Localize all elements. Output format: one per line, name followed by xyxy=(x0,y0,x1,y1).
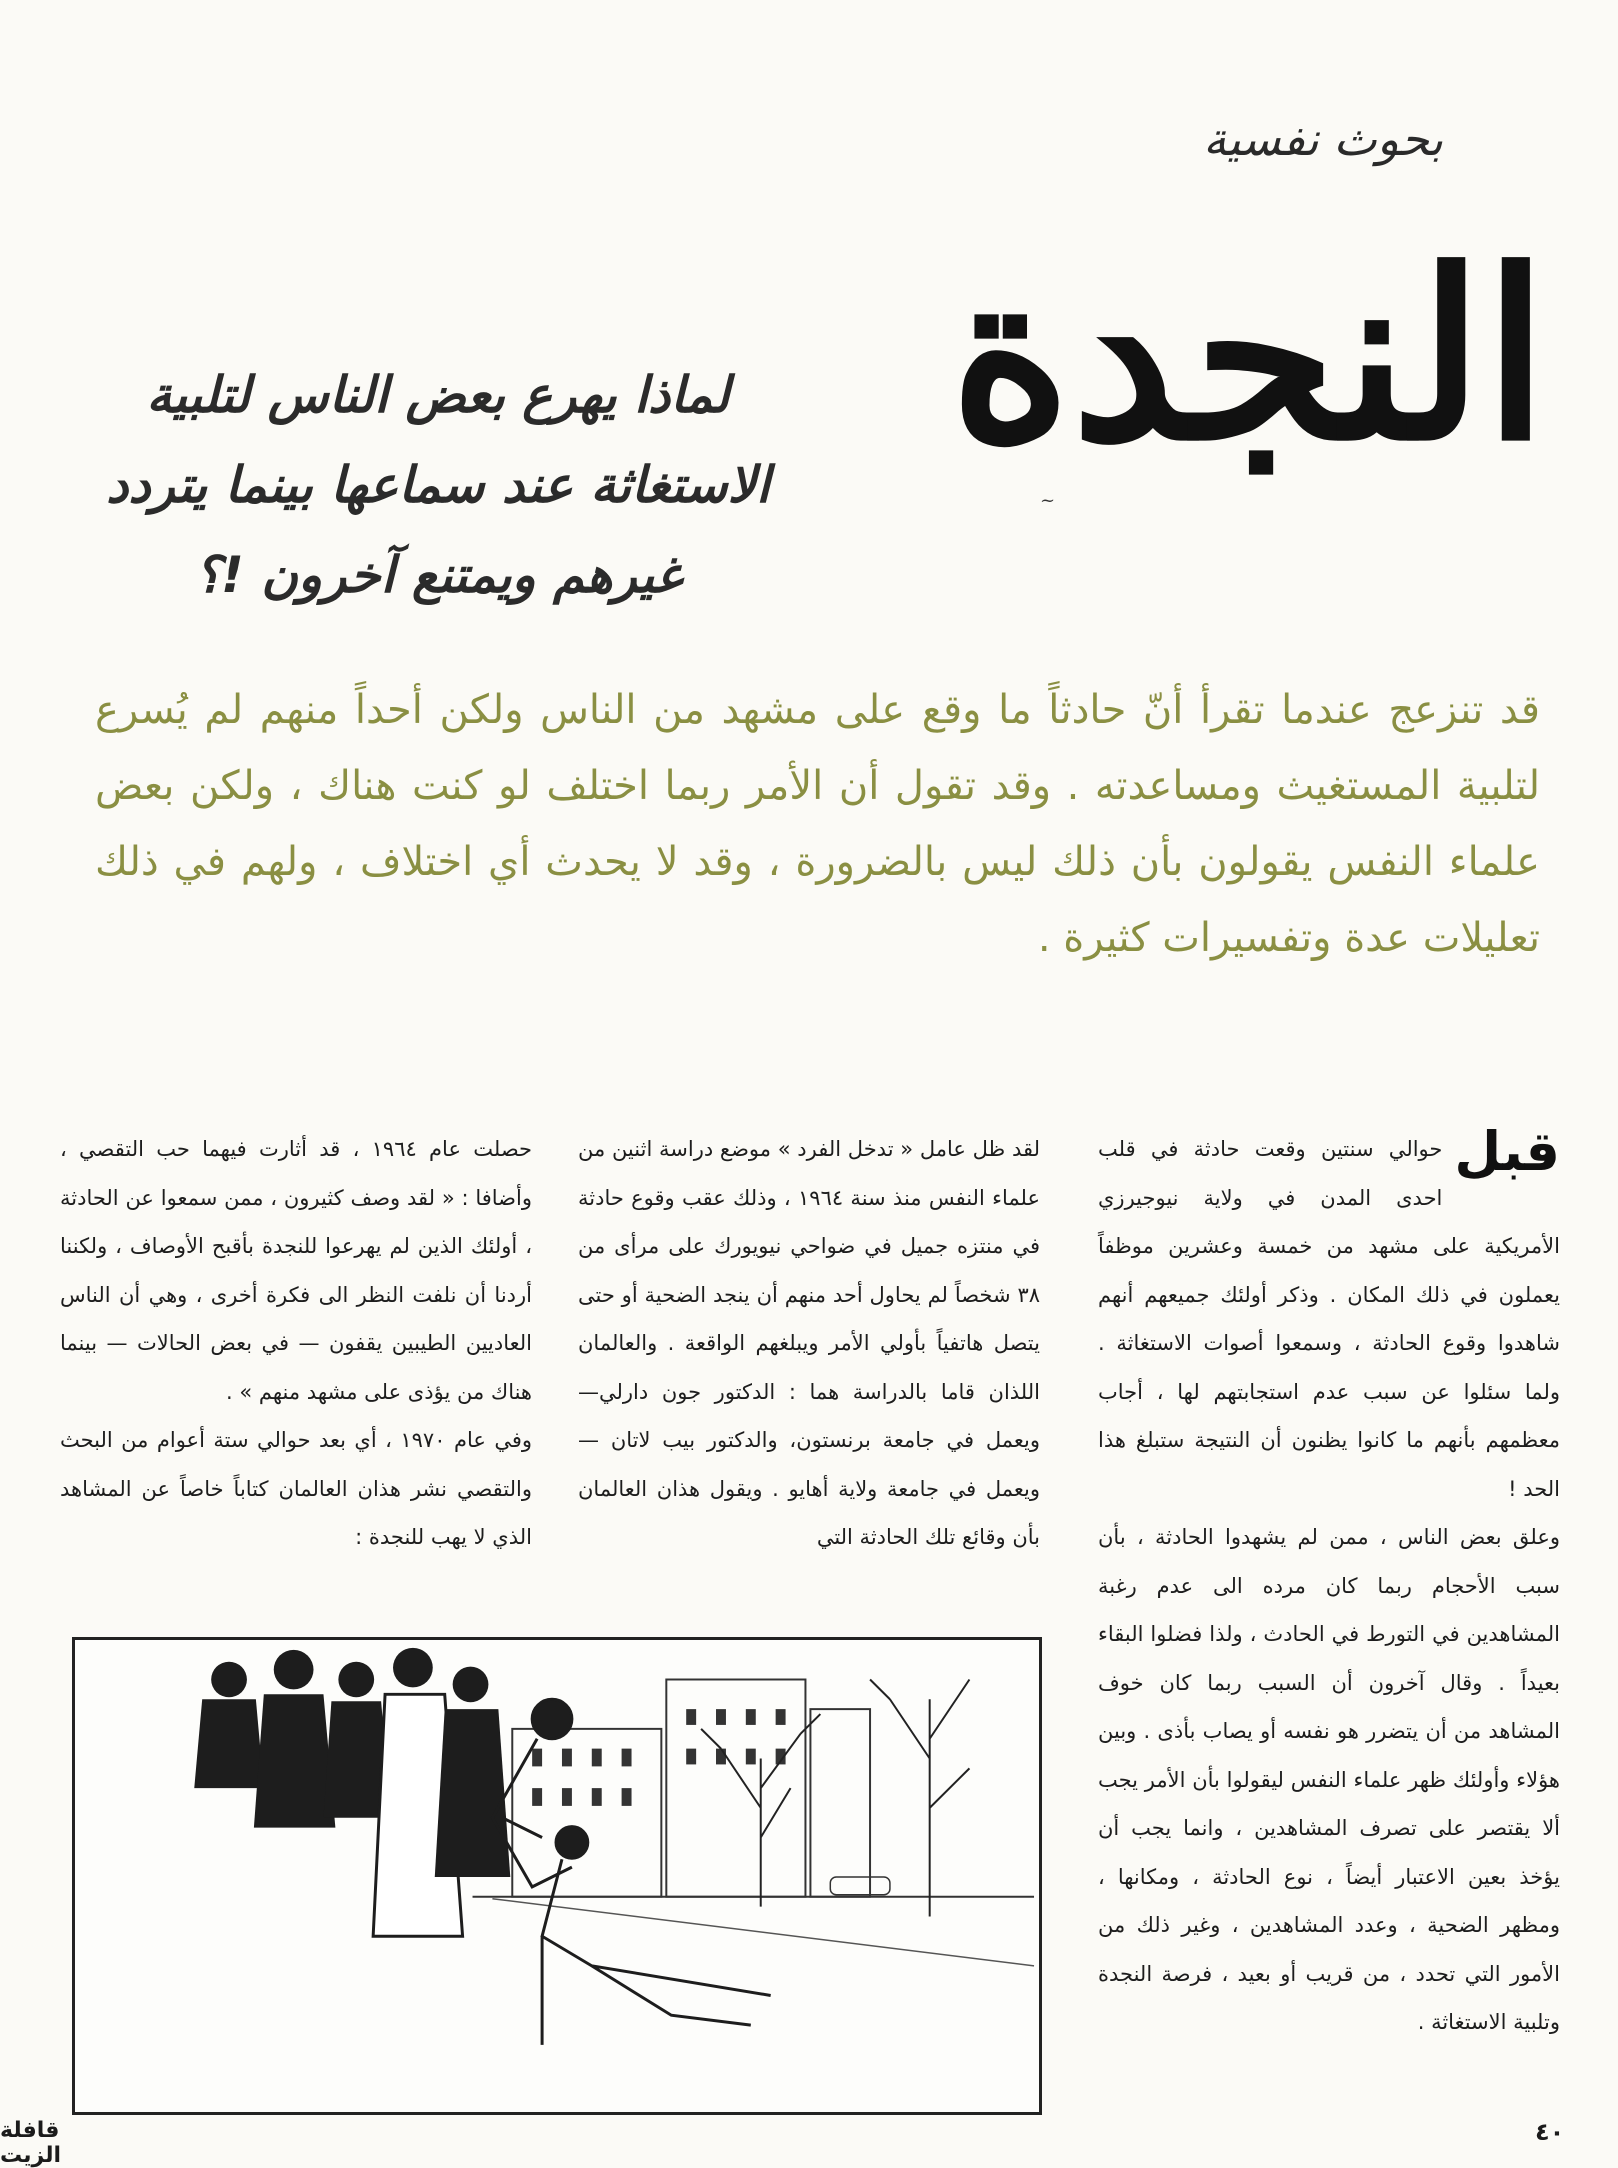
paragraph: حصلت عام ١٩٦٤ ، قد أثارت فيهما حب التقصي ، وأضافا : « لقد وصف كثيرون ، ممن سمعوا عن الحادثة ، أولئك الذين لم يهرعوا للنجدة بأقبح الأوصاف ، ولكننا أردنا أن نلفت النظر الى فكرة أخرى ، وهي أن الناس العاديين الطيبين يقفون — في بعض الحالات — بينما هناك من يؤذى على مشهد منهم » . xyxy=(60,1137,533,1404)
article-title: النجدة xyxy=(949,219,1548,492)
dropcap-word: قبل xyxy=(1454,1120,1560,1183)
text-column-right xyxy=(1098,1120,1560,2135)
calligrapher-signature-mark: ~ xyxy=(1040,490,1056,511)
section-label: بحوث نفسية xyxy=(1203,112,1443,166)
text-column-left xyxy=(60,1125,532,1630)
bystander-crowd xyxy=(194,1648,510,1936)
magazine-name: قافلة الزيت xyxy=(0,2118,62,2168)
bare-tree xyxy=(701,1679,969,1916)
building xyxy=(810,1709,870,1897)
paragraph: وفي عام ١٩٧٠ ، أي بعد حوالي ستة أعوام من البحث والتقصي نشر هذان العالمان كتاباً خاصاً عن المشاهد الذي لا يهب للنجدة : xyxy=(60,1428,532,1549)
intro-paragraph: قد تنزعج عندما تقرأ أنّ حادثاً ما وقع على مشهد من الناس ولكن أحداً منهم لم يُسرع لتلبية المستغيث ومساعدته . وقد تقول أن الأمر ربما اختلف لو كنت هناك ، ولكن بعض علماء النفس يقولون بأن ذلك ليس بالضرورة ، وقد لا يحدث أي اختلاف ، ولهم في ذلك تعليلات عدة وتفسيرات كثيرة . xyxy=(95,687,1540,961)
paragraph: حوالي سنتين وقعت حادثة في قلب احدى المدن في ولاية نيوجيرزي الأمريكية على مشهد من خمسة وعشرين موظفاً يعملون في ذلك المكان . وذكر أولئك جميعهم أنهم شاهدوا وقوع الحادثة ، وسمعوا أصوات الاستغاثة . ولما سئلوا عن سبب عدم استجابتهم لها ، أجاب معظمهم بأنهم ما كانوا يظنون أن النتيجة ستبلغ هذا الحد ! xyxy=(1098,1137,1560,1501)
paragraph: وعلق بعض الناس ، ممن لم يشهدوا الحادثة ، بأن سبب الأحجام ربما كان مرده الى عدم رغبة المشاهدين في التورط في الحادث ، ولذا فضلوا البقاء بعيداً . وقال آخرون أن السبب ربما كان خوف المشاهد من أن يتضرر هو نفسه أو يصاب بأذى . وبين هؤلاء وأولئك ظهر علماء النفس ليقولوا بأن الأمر يجب ألا يقتصر على تصرف المشاهدين ، وانما يجب أن يؤخذ بعين الاعتبار أيضاً ، نوع الحادثة ، ومكانها ، ومظهر الضحية ، وعدد المشاهدين ، وغير ذلك من الأمور التي تحدد ، من قريب أو بعيد ، فرصة النجدة وتلبية الاستغاثة . xyxy=(1098,1525,1560,2034)
article-subtitle: لماذا يهرع بعض الناس لتلبية الاستغاثة عند سماعها بينما يتردد غيرهم ويمتنع آخرون !؟ xyxy=(106,366,770,604)
paragraph: لقد ظل عامل « تدخل الفرد » موضع دراسة اثنين من علماء النفس منذ سنة ١٩٦٤ ، وذلك عقب وقوع حادثة في منتزه جميل في ضواحي نيويورك على مرأى من ٣٨ شخصاً لم يحاول أحد منهم أن ينجد الضحية أو حتى يتصل هاتفياً بأولي الأمر ويبلغهم الواقعة . والعالمان اللذان قاما بالدراسة هما : الدكتور جون دارلي—ويعمل في جامعة برنستون، والدكتور بيب لاتان — ويعمل في جامعة ولاية أهايو . ويقول هذان العالمان بأن وقائع تلك الحادثة التي xyxy=(578,1137,1040,1549)
text-column-middle xyxy=(578,1125,1040,1630)
car xyxy=(830,1877,890,1895)
ink-drawing xyxy=(75,1640,1039,2112)
page-number: ٤٠ xyxy=(1535,2118,1565,2146)
bystanders-illustration xyxy=(72,1637,1042,2115)
